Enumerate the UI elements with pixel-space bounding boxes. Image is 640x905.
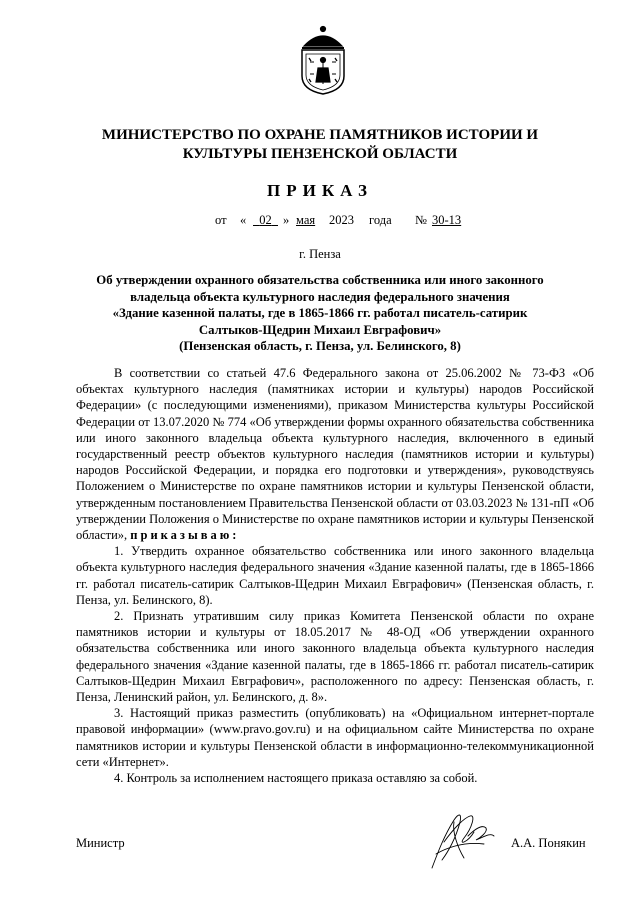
order-date-number-line: [0, 213, 640, 231]
order-year: 2023: [329, 213, 354, 227]
order-subject: [60, 272, 580, 355]
order-item-2: 2. Признать утратившим силу приказ Комитета Пензенской области по охране памятников истории и культуры от 18.05.2017 № 48-ОД «Об утверждении охранного обязательства собственника или иного законного владельца объекта культурного наследия федерального значения «Здание казенной палаты, где в 1865-1866 гг. работал писатель-сатирик Салтыков-Щедрин Михаил Евграфович», расположенного по адресу: Пензенская область, г. Пенза, Ленинский район, ул. Белинского, д. 8».: [76, 609, 594, 705]
subject-line-1: Об утверждении охранного обязательства собственника или иного законного: [96, 273, 544, 287]
preamble-text: В соответствии со статьей 47.6 Федерального закона от 25.06.2002 № 73-ФЗ «Об объектах культурного наследия (памятниках истории и культуры) народов Российской Федерации» (с последующими изменениями), приказом Министерства культуры Российской Федерации от 13.07.2020 № 774 «Об утверждении формы охранного обязательства собственника или иного законного владельца объекта культурного наследия, включенного в единый государственный реестр объектов культурного наследия (памятников истории и культуры) народов Российской Федерации, и порядка его подготовки и утверждения», руководствуясь Положением о Министерстве по охране памятников истории и культуры Пензенской области, утвержденным постановлением Правительства Пензенской области от 03.03.2023 № 131-пП «Об утверждении Положения о Министерстве по охране памятников истории и культуры Пензенской области»,: [76, 366, 594, 543]
ministry-line-1: МИНИСТЕРСТВО ПО ОХРАНЕ ПАМЯТНИКОВ ИСТОРИИ И: [101, 127, 539, 143]
order-city: г. Пенза: [299, 247, 341, 261]
subject-line-5: (Пензенская область, г. Пенза, ул. Белинского, 8): [179, 339, 461, 353]
subject-line-3: «Здание казенной палаты, где в 1865-1866 гг. работал писатель-сатирик: [112, 306, 528, 320]
quote-close: »: [283, 213, 290, 227]
order-number-sign: №: [415, 213, 427, 227]
signatory-name: А.А. Понякин: [511, 836, 586, 850]
ministry-name: [60, 126, 580, 164]
order-month: мая: [296, 213, 316, 227]
order-year-word: года: [369, 213, 392, 227]
subject-line-2: владельца объекта культурного наследия федерального значения: [130, 289, 510, 304]
ministry-line-2: КУЛЬТУРЫ ПЕНЗЕНСКОЙ ОБЛАСТИ: [182, 146, 458, 162]
order-word: приказываю:: [130, 528, 240, 543]
order-title: ПРИКАЗ: [267, 181, 373, 200]
penza-coat-of-arms-icon: [296, 24, 350, 96]
order-day: 02: [259, 213, 272, 227]
quote-open: «: [240, 213, 247, 227]
handwritten-signature: [424, 802, 504, 874]
signatory-position: Министр: [76, 836, 125, 850]
order-number: 30-13: [432, 213, 462, 227]
order-item-4: 4. Контроль за исполнением настоящего приказа оставляю за собой.: [114, 771, 478, 786]
order-from-label: от: [215, 213, 227, 227]
order-body: [76, 365, 594, 786]
order-item-3: 3. Настоящий приказ разместить (опубликовать) на «Официальном интернет-портале правовой информации» (www.pravo.gov.ru) и на официальном сайте Министерства по охране памятников истории и культуры Пензенской области в информационно-телекоммуникационной сети «Интернет».: [76, 706, 594, 769]
order-item-1: 1. Утвердить охранное обязательство собственника или иного законного владельца объекта культурного наследия федерального значения «Здание казенной палаты, где в 1865-1866 гг. работал писатель-сатирик Салтыков-Щедрин Михаил Евграфович» (Пензенская область, г. Пенза, ул. Белинского, 8).: [76, 544, 594, 607]
subject-line-4: Салтыков-Щедрин Михаил Евграфович»: [198, 322, 442, 337]
preamble-paragraph: [76, 365, 594, 543]
